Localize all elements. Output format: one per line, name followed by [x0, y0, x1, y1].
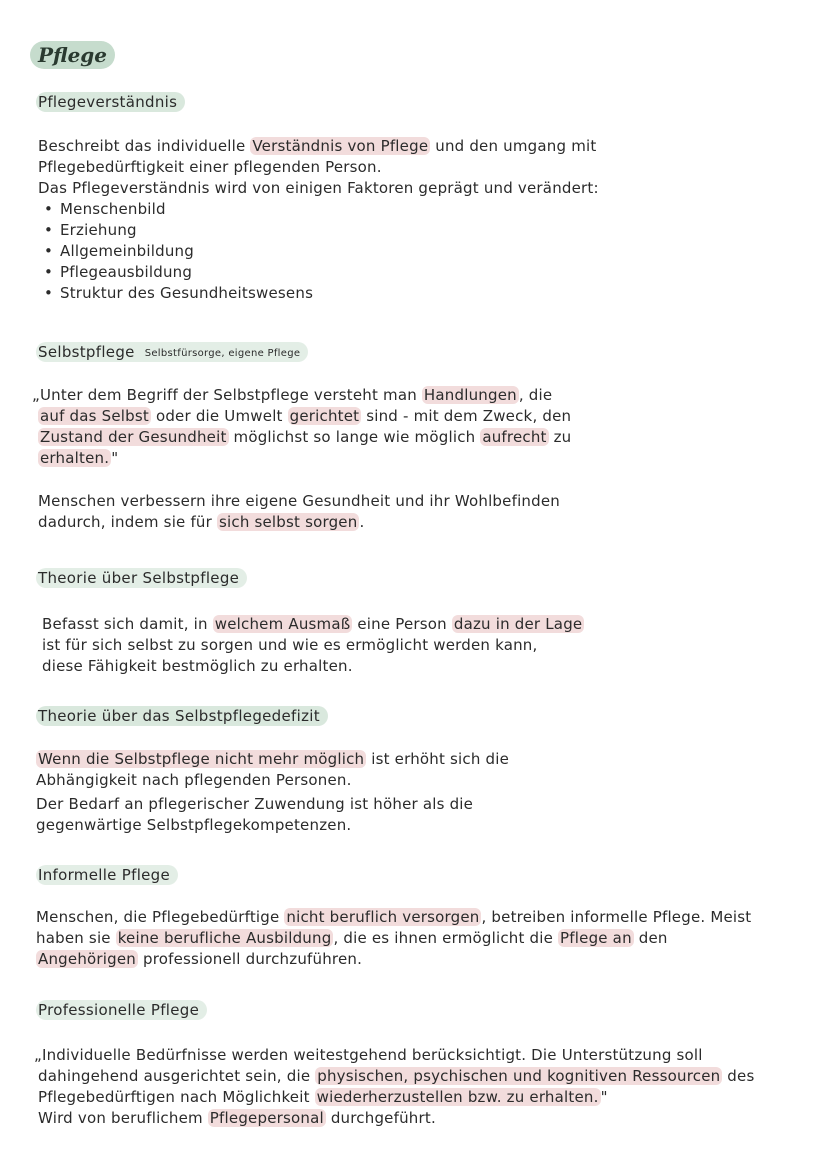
text-line: Pflegebedürftigkeit einer pflegenden Person. [38, 158, 382, 176]
selbstpflege-text [38, 491, 560, 533]
highlight: aufrecht [482, 428, 547, 446]
text-line: ist für sich selbst zu sorgen und wie es ermöglicht werden kann, [42, 636, 538, 654]
list-item: • Erziehung [44, 220, 599, 241]
text-line: „Unter dem Begriff der Selbstpflege versteht man Handlungen , die [32, 386, 553, 404]
heading-note: Selbstfürsorge, eigene Pflege [144, 348, 301, 359]
text-line: Angehörigen professionell durchzuführen. [38, 950, 363, 968]
text-line: Menschen, die Pflegebedürftige nicht beruflich versorgen , betreiben informelle Pflege. Meist [36, 908, 752, 926]
text-line: Abhängigkeit nach pflegenden Personen. [36, 771, 352, 789]
heading-selbstpflegedefizit: Theorie über das Selbstpflegedefizit [36, 706, 328, 726]
heading-theorie-selbstpflege: Theorie über Selbstpflege [36, 568, 247, 588]
text-line: Menschen verbessern ihre eigene Gesundheit und ihr Wohlbefinden [38, 492, 560, 510]
text-line: haben sie keine berufliche Ausbildung , die es ihnen ermöglicht die Pflege an den [36, 929, 668, 947]
highlight: gerichtet [289, 407, 360, 425]
text-line: Beschreibt das individuelle Verständnis von Pflege und den umgang mit [38, 137, 597, 155]
text-line: dahingehend ausgerichtet sein, die physischen, psychischen und kognitiven Ressourcen des [38, 1067, 755, 1085]
text-line: gegenwärtige Selbstpflegekompetenzen. [36, 816, 352, 834]
text-line: auf das Selbst oder die Umwelt gerichtet sind - mit dem Zweck, den [40, 407, 572, 425]
page-title: Pflege [30, 41, 115, 69]
highlight: erhalten. [40, 449, 110, 467]
highlight: Angehörigen [38, 950, 136, 968]
informelle-pflege-text [36, 907, 751, 970]
highlight: keine berufliche Ausbildung [117, 929, 332, 947]
text-line: „Individuelle Bedürfnisse werden weitestgehend berücksichtigt. Die Unterstützung soll [34, 1046, 703, 1064]
heading-informelle-pflege: Informelle Pflege [36, 865, 178, 885]
highlight: Pflegepersonal [209, 1109, 324, 1127]
text-line: Das Pflegeverständnis wird von einigen Faktoren geprägt und verändert: [38, 179, 599, 197]
highlight: wiederherzustellen bzw. zu erhalten. [316, 1088, 599, 1106]
text-line: Der Bedarf an pflegerischer Zuwendung ist höher als die [36, 795, 474, 813]
highlight: welchem Ausmaß [214, 615, 351, 633]
heading-professionelle-pflege: Professionelle Pflege [36, 1000, 207, 1020]
text-line: diese Fähigkeit bestmöglich zu erhalten. [42, 657, 353, 675]
heading-selbstpflege: Selbstpflege Selbstfürsorge, eigene Pflege [36, 342, 308, 362]
factor-list [44, 199, 599, 304]
text-line: Zustand der Gesundheit möglichst so lange wie möglich aufrecht zu [40, 428, 572, 446]
list-item: • Allgemeinbildung [44, 241, 599, 262]
highlight: dazu in der Lage [453, 615, 583, 633]
highlight: Handlungen [423, 386, 517, 404]
list-item: • Struktur des Gesundheitswesens [44, 283, 599, 304]
section-pflegeverstaendnis-text [38, 136, 599, 304]
text-line: dadurch, indem sie für sich selbst sorgen . [38, 513, 365, 531]
heading-pflegeverstaendnis: Pflegeverständnis [36, 92, 185, 112]
text-line: erhalten. " [40, 449, 119, 467]
text-line: Wird von beruflichem Pflegepersonal durchgeführt. [38, 1109, 436, 1127]
highlight: sich selbst sorgen [218, 513, 358, 531]
highlight: auf das Selbst [40, 407, 149, 425]
highlight: Verständnis von Pflege [252, 137, 429, 155]
highlight: physischen, psychischen und kognitiven Ressourcen [317, 1067, 721, 1085]
highlight: Zustand der Gesundheit [40, 428, 227, 446]
highlight: Wenn die Selbstpflege nicht mehr möglich [38, 750, 365, 768]
professionelle-pflege-text [34, 1045, 754, 1129]
text-line: Pflegebedürftigen nach Möglichkeit wiederherzustellen bzw. zu erhalten. " [38, 1088, 608, 1106]
theorie-selbstpflege-text [42, 614, 584, 677]
list-item: • Menschenbild [44, 199, 599, 220]
list-item: • Pflegeausbildung [44, 262, 599, 283]
text-line: Befasst sich damit, in welchem Ausmaß eine Person dazu in der Lage [42, 615, 583, 633]
text-line: Wenn die Selbstpflege nicht mehr möglich ist erhöht sich die [38, 750, 510, 768]
selbstpflege-quote [32, 385, 571, 469]
highlight: Pflege an [560, 929, 632, 947]
highlight: nicht beruflich versorgen [286, 908, 480, 926]
selbstpflegedefizit-text [36, 749, 509, 836]
